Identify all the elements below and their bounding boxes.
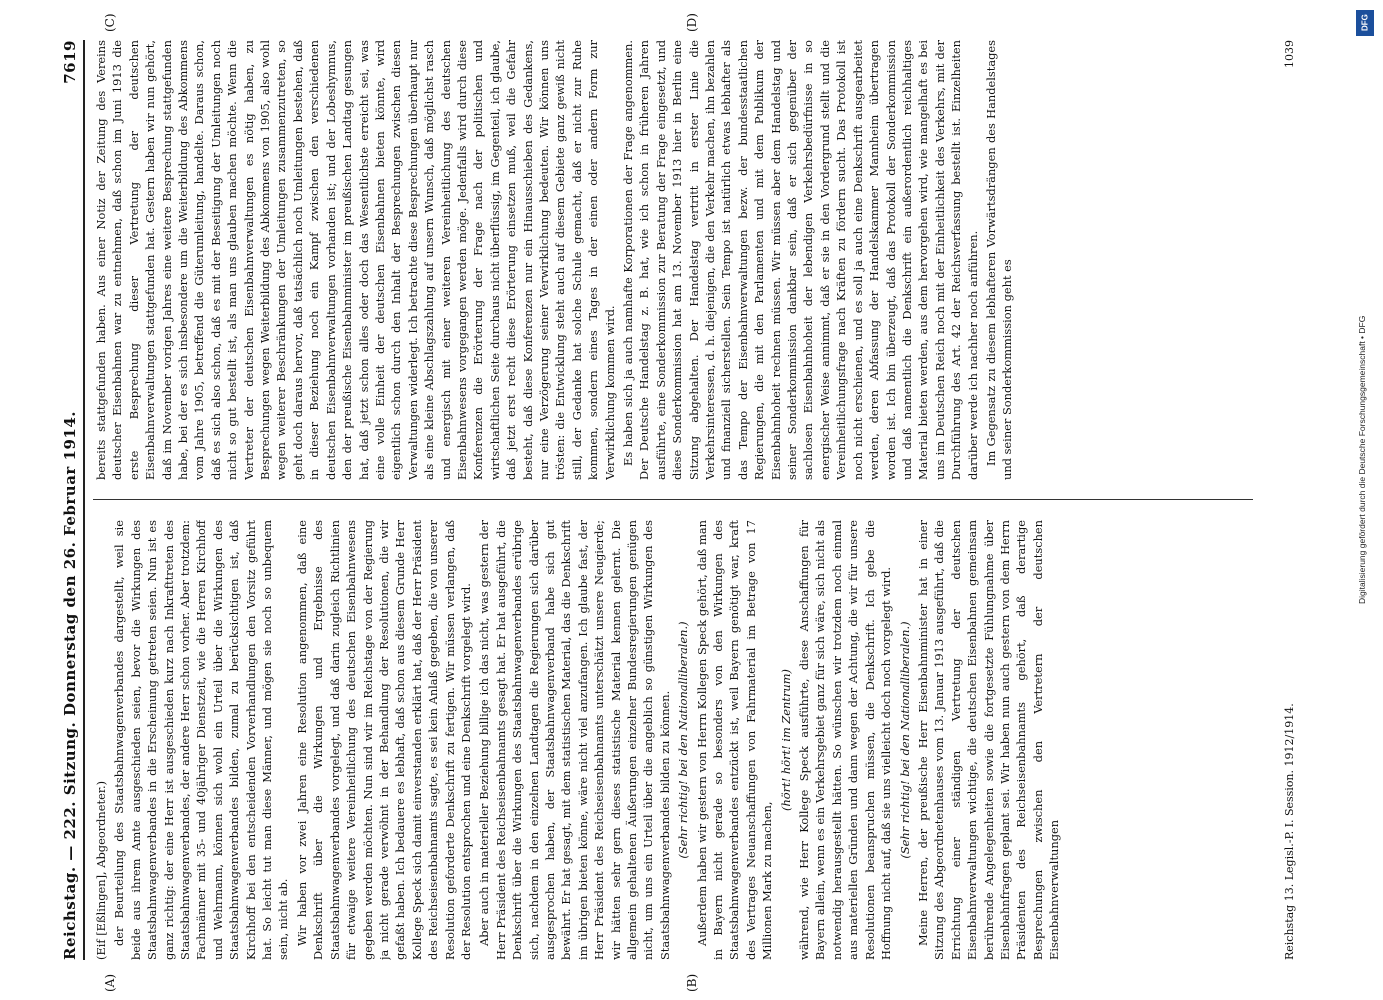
paragraph: Außerdem haben wir gestern von Herrn Kollegen Speck gehört, daß man in Bayern nicht gerade so besonders von den Wirkungen des Staatsbahnwagenverbandes entzückt ist, weil Bayern genötigt war, kraft des Vertrages Neuanschaffungen von Fahrmaterial im Betrage von 17 Millionen Mark zu machen, <box>694 520 775 960</box>
paragraph: Meine Herren, der preußische Herr Eisenbahnminister hat in einer Sitzung des Abgeordnetenhauses vom 13. Januar 1913 ausgeführt, daß die Errichtung einer ständigen Vertretung der deutschen Eisenbahnverwaltungen wichtige, die deutschen Eisenbahnen gemeinsam berührende Angelegenheiten sowie die fortgesetzte Fühlungnahme über Eisenbahnfragen geplant sei. Wir haben nun auch gestern von dem Herrn Präsidenten des Reichseisenbahnamts gehört, daß derartige Besprechungen zwischen den Vertretern der deutschen Eisenbahnverwaltungen <box>915 520 1062 960</box>
interjection: (Sehr richtig! bei den Nationalliberalen.) <box>897 621 912 859</box>
paragraph: Es haben sich ja auch namhafte Korporationen der Frage angenommen. Der Deutsche Handelstag z. B. hat, wie ich schon in früheren Jahren ausführte, eine Sonderkommission zur Beratung der Frage eingesetzt, und diese Sonderkommission hat am 13. November 1913 hier in Berlin eine Sitzung abgehalten. Der Handelstag vertritt in erster Linie die Verkehrsinteressen, d. h. diejenigen, die den Verkehr machen, ihn bezahlen und finanziell sicherstellen. Sein Tempo ist natürlich etwas lebhafter als das Tempo der Eisenbahnverwaltungen bezw. der bundesstaatlichen Regierungen, die mit den Parlamenten und mit dem Publikum der Eisenbahnhoheit rechnen müssen. Wir müssen aber dem Handelstag und seiner Sonderkommission dankbar sein, daß er sich gegenüber der sachlosen Eisenbahnhoheit der lebendigen Verkehrsbedürfnisse in so energischer Weise annimmt, daß er sie in den Vordergrund stellt und die Vereinheitlichungsfrage nach Kräften zu fördern sucht. Das Protokoll ist noch nicht erschienen, und es soll ja auch eine Denkschrift ausgearbeitet werden, deren Abfassung der Handelskammer Mannheim übertragen worden ist. Ich bin überzeugt, daß das Protokoll der Sonderkommission und daß namentlich die Denkschrift ein außerordentlich reichhaltiges Material bieten werden, aus dem hervorgehen wird, wie mangelhaft es bei uns im Deutschen Reich noch mit der Einheitlichkeit des Verkehrs, mit der Durchführung des Art. 42 der Reichsverfassung bestellt ist. Einzelheiten darüber werde ich nachher noch anführen. <box>621 40 980 480</box>
dfg-logo: DFG <box>1356 10 1374 36</box>
rotated-page <box>45 13 1345 992</box>
margin-marker-a: (A) <box>103 973 117 992</box>
speaker-line: (Eif [Eßlingen], Abgeordneter.) <box>94 780 108 960</box>
page-header <box>45 40 79 960</box>
paragraph: der Beurteilung des Staatsbahnwagenverbandes dargestellt, weil sie beide aus ihrem Amte ausgeschieden seien, bevor die Wirkungen des Staatsbahnwagenverbandes in die Erscheinung getreten seien. Nun ist es ganz richtig: der eine Herr ist ausgeschieden kurz nach Inkrafttreten des Staatsbahnwagenverbandes, der andere Herr schon vorher. Aber trotzdem: Fachmänner mit 35- und 40jähriger Dienstzeit, wie die Herren Kirchhoff und Wehrmann, können sich wohl ein Urteil über die Wirkungen des Staatsbahnwagenverbandes bilden, zumal zu berücksichtigen ist, daß Kirchhoff bei den entscheidenden Vorverhandlungen den Vorsitz geführt hat. So leicht tut man diese Männer, und mögen sie noch so unbequem sein, nicht ab. <box>112 520 291 960</box>
margin-marker-d: (D) <box>685 13 699 32</box>
header-title: Reichstag. — 222. Sitzung. Donnerstag den 26. Februar 1914. <box>61 410 79 960</box>
margin-marker-b: (B) <box>685 973 699 992</box>
column-divider <box>93 499 1253 500</box>
page-footer <box>1283 40 1296 960</box>
footer-number: 1039 <box>1283 40 1296 68</box>
dfg-credit: Digitalisierung gefördert durch die Deutsche Forschungsgemeinschaft • DFG <box>1357 315 1367 604</box>
paragraph: Im Gegensatz zu diesem lebhafteren Vorwärtsdrängen des Handelstages und seiner Sonderkommission geht es <box>983 40 1015 480</box>
right-column <box>93 40 1268 480</box>
interjection: (hört! hört! im Zentrum) <box>778 669 793 811</box>
header-rule <box>83 40 85 960</box>
printed-sheet <box>45 13 1345 992</box>
page-number: 7619 <box>61 40 79 84</box>
paragraph: während, wie Herr Kollege Speck ausführte, diese Anschaffungen für Bayern allein, wenn es ein Verkehrsgebiet ganz für sich wäre, sich nicht als notwendig herausgestellt hätten. So wünschen wir trotzdem noch einmal aus materiellen Gründen und dann wegen der Achtung, die wir für unsere Resolutionen beanspruchen müssen, die Denkschrift. Ich gebe die Hoffnung nicht auf, daß sie uns vielleicht doch noch vorgelegt wird. <box>797 520 894 960</box>
margin-marker-c: (C) <box>103 13 117 32</box>
paragraph: bereits stattgefunden haben. Aus einer Notiz der Zeitung des Vereins deutscher Eisenbahnen war zu entnehmen, daß schon im Juni 1913 die erste Besprechung dieser Vertretung der deutschen Eisenbahnverwaltungen stattgefunden hat. Gestern haben wir nun gehört, daß im November vorigen Jahres eine weitere Besprechung stattgefunden habe, bei der es sich insbesondere um die Weiterbildung des Abkommens vom Jahre 1905, betreffend die Güterumleitung, handelte. Daraus schon, daß es sich also schon, daß es mit der Beseitigung der Umleitungen noch nicht so gut bestellt ist, als man uns glauben machen möchte. Wenn die Vertreter der deutschen Eisenbahnverwaltungen es nötig haben, zu Besprechungen wegen Weiterbildung des Abkommens von 1905, also wohl wegen weiterer Beschränkungen der Umleitungen zusammenzutreten, so geht doch daraus hervor, daß tatsächlich noch Umleitungen bestehen, daß in dieser Beziehung noch ein Kampf zwischen den verschiedenen deutschen Eisenbahnverwaltungen vorhanden ist; und der Lobeshymnus, den der preußische Eisenbahnminister im preußischen Landtag gesungen hat, daß jetzt schon alles oder doch das Wesentlichste erreicht sei, was eine volle Einheit der deutschen Eisenbahnen bieten könnte, wird eigentlich schon durch den Inhalt der Besprechungen zwischen diesen Verwaltungen widerlegt. Ich betrachte diese Besprechungen überhaupt nur als eine kleine Abschlagszahlung auf unsern Wunsch, daß möglichst rasch und energisch mit einer weiteren Vereinheitlichung des deutschen Eisenbahnwesens vorgegangen werden möge. Jedenfalls wird durch diese Konferenzen die Erörterung der Frage nach der politischen und wirtschaftlichen Seite durchaus nicht überflüssig, im Gegenteil, ich glaube, daß jetzt erst recht diese Erörterung einsetzen muß, weil die Gefahr besteht, daß diese Konferenzen nur ein Hinausschieben des Gedankens, nur eine Verzögerung seiner Verwirklichung bedeuten. Wir können uns trösten: die Entwicklung steht auch auf diesem Gebiete ganz gewiß nicht still, der Gedanke hat solche Schule gemacht, daß er nicht zur Ruhe kommen, sondern eines Tages in der einen oder andern Form zur Verwirklichung kommen wird. <box>94 40 617 480</box>
paragraph: Aber auch in materieller Beziehung billige ich das nicht, was gestern der Herr Präsident des Reichseisenbahnamts gesagt hat. Er hat ausgeführt, die Denkschrift über die Wirkungen des Staatsbahnwagenverbandes erübrige sich, nachdem in den einzelnen Landtagen die Regierungen sich darüber ausgesprochen haben, der Staatsbahnwagenverband habe sich gut bewährt. Er hat gesagt, mit dem statistischen Material, das die Denkschrift im übrigen bieten könne, wäre nicht viel anzufangen. Ich glaube fast, der Herr Präsident des Reichseisenbahnamts unterschätzt unsere Neugierde; wir hätten sehr gern dieses statistische Material kennen gelernt. Die allgemein gehaltenen Äußerungen einzelner Bundesregierungen genügen nicht, um uns ein Urteil über die angeblich so günstigen Wirkungen des Staatsbahnwagenverbandes bilden zu können. <box>477 520 672 960</box>
paragraph: Wir haben vor zwei Jahren eine Resolution angenommen, daß eine Denkschrift über die Wirkungen und Ergebnisse des Staatsbahnwagenverbandes vorgelegt, und daß darin zugleich Richtlinien für etwaige weitere Vereinheitlichung des deutschen Eisenbahnwesens gegeben werden möchten. Nun sind wir im Reichstage von der Regierung ja nicht gerade verwöhnt in der Behandlung der Resolutionen, die wir gefaßt haben. Ich bedauere es lebhaft, daß schon aus diesem Grunde Herr Kollege Speck sich damit einverstanden erklärt hat, daß der Herr Präsident des Reichseisenbahnamts sagte, es sei kein Anlaß gegeben, die von unserer Resolution geforderte Denkschrift zu fertigen. Wir müssen verlangen, daß der Resolution entsprochen und eine Denkschrift vorgelegt wird. <box>294 520 473 960</box>
dfg-sidebar <box>1353 0 1379 1000</box>
left-column <box>93 520 1268 960</box>
interjection: (Sehr richtig! bei den Nationalliberalen.) <box>676 621 691 859</box>
footer-session: Reichstag 13. Legisl.-P. I. Session. 1912/1914. <box>1283 703 1296 960</box>
